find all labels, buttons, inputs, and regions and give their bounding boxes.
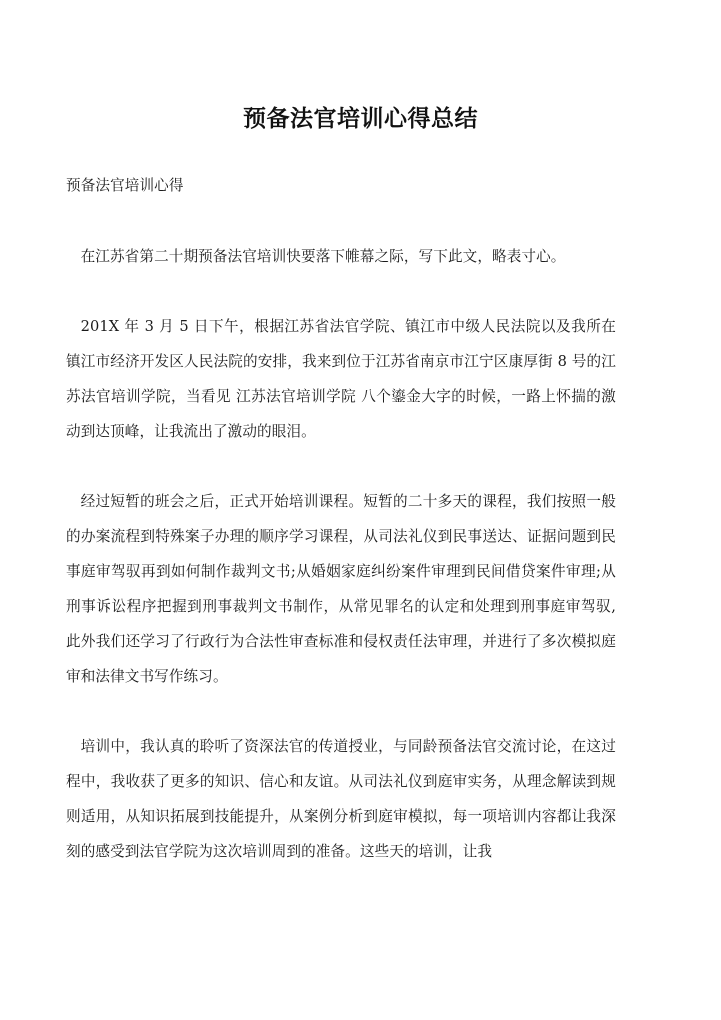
- paragraph-3: 经过短暂的班会之后，正式开始培训课程。短暂的二十多天的课程，我们按照一般的办案流程到特殊案子办理的顺序学习课程，从司法礼仪到民事送达、证据问题到民事庭审驾驭再到如何制作裁判文书;从婚姻家庭纠纷案件审理到民间借贷案件审理;从刑事诉讼程序把握到刑事裁判文书制作，从常见罪名的认定和处理到刑事庭审驾驭, 此外我们还学习了行政行为合法性审查标准和侵权责任法审理，并进行了多次模拟庭审和法律文书写作练习。: [66, 493, 616, 685]
- document-subtitle: 预备法官培训心得: [66, 177, 184, 194]
- paragraph-2: 201X 年 3 月 5 日下午，根据江苏省法官学院、镇江市中级人民法院以及我所在镇江市经济开发区人民法院的安排，我来到位于江苏省南京市江宁区康厚街 8 号的江苏法官培训学院，当看见 江苏法官培训学院 八个鎏金大字的时候，一路上怀揣的激动到达顶峰，让我流出了激动的眼泪。: [66, 318, 616, 440]
- document-body: [66, 168, 616, 869]
- paragraph-4: 培训中，我认真的聆听了资深法官的传道授业，与同龄预备法官交流讨论，在这过程中，我收获了更多的知识、信心和友谊。从司法礼仪到庭审实务，从理念解读到规则适用，从知识拓展到技能提升，从案例分析到庭审模拟，每一项培训内容都让我深刻的感受到法官学院为这次培训周到的准备。这些天的培训，让我: [66, 738, 616, 860]
- page-title: 预备法官培训心得总结: [243, 106, 478, 133]
- paragraph-1: 在江苏省第二十期预备法官培训快要落下帷幕之际，写下此文，略表寸心。: [80, 248, 566, 265]
